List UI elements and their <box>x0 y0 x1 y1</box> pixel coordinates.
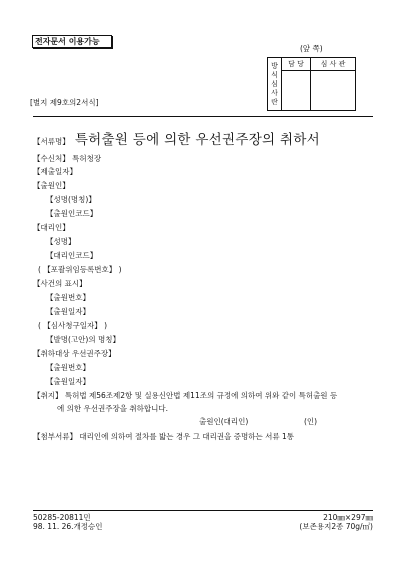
document-title: 특허출원 등에 의한 우선권주장의 취하서 <box>74 132 321 148</box>
purpose-line-2: 에 의한 우선권주장을 취하합니다. <box>57 404 168 413</box>
attachments-text: 대리인에 의하여 절차를 밟는 경우 그 대리권을 증명하는 서류 1통 <box>79 432 294 441</box>
field-agent: 【대리인】 <box>33 223 70 232</box>
side-char: 식 <box>271 70 278 79</box>
field-invention-title: 【발명(고안)의 명칭】 <box>46 335 120 344</box>
column-examiner: 심 사 관 <box>311 58 356 71</box>
attachments-line <box>33 431 294 442</box>
review-side-label <box>268 58 282 111</box>
field-application-date: 【출원일자】 <box>46 307 90 316</box>
document-title-row <box>33 128 320 148</box>
title-label: 【서류명】 <box>33 137 70 146</box>
form-number: [별지 제9호의2서식] <box>30 98 99 107</box>
seal-mark: (인) <box>304 417 318 426</box>
field-applicant-name: 【성명(명칭)】 <box>46 195 96 204</box>
purpose-label: 【취지】 <box>33 391 63 400</box>
bottom-rule <box>33 510 373 511</box>
field-recipient: 【수신처】 특허청장 <box>33 154 102 163</box>
field-agent-code: 【대리인코드】 <box>46 251 98 260</box>
field-submission-date: 【제출일자】 <box>33 167 77 176</box>
field-priority-claim: 【취하대상 우선권주장】 <box>33 349 116 358</box>
footer-form-code: 50285-20811민 <box>33 513 91 522</box>
field-exam-request-date: ( 【심사청구일자】 ) <box>38 321 108 330</box>
field-priority-application-number: 【출원번호】 <box>46 363 90 372</box>
field-application-number: 【출원번호】 <box>46 293 90 302</box>
signer-label: 출원인(대리인) <box>199 417 249 426</box>
electronic-document-badge: 전자문서 이용가능 <box>32 35 112 48</box>
field-agent-name: 【성명】 <box>46 237 76 246</box>
column-officer: 담 당 <box>282 58 311 71</box>
front-page-mark: (앞 쪽) <box>300 44 323 53</box>
field-applicant-code: 【출원인코드】 <box>46 209 98 218</box>
side-char: 사 <box>271 88 278 97</box>
officer-stamp-cell <box>282 71 311 111</box>
review-stamp-table <box>267 57 356 111</box>
side-char: 란 <box>271 97 278 106</box>
field-priority-application-date: 【출원일자】 <box>46 377 90 386</box>
purpose-line-1 <box>33 390 337 401</box>
footer-paper-type: (보존용지2종 70g/㎡) <box>299 522 373 531</box>
examiner-stamp-cell <box>311 71 356 111</box>
field-case-indication: 【사건의 표시】 <box>33 279 87 288</box>
footer-approval: 98. 11. 26.개정승인 <box>33 522 103 531</box>
top-rule <box>33 116 373 117</box>
footer-paper-size: 210㎜×297㎜ <box>323 513 373 522</box>
field-applicant: 【출원인】 <box>33 181 70 190</box>
side-char: 심 <box>271 79 278 88</box>
attachments-label: 【첨부서류】 <box>33 432 77 441</box>
field-power-of-attorney-number: ( 【포괄위임등록번호】 ) <box>38 265 122 274</box>
purpose-text-1: 특허법 제56조제2항 및 실용신안법 제11조의 규정에 의하여 위와 같이 특허출원 등 <box>64 391 338 400</box>
side-char: 방 <box>271 61 278 70</box>
